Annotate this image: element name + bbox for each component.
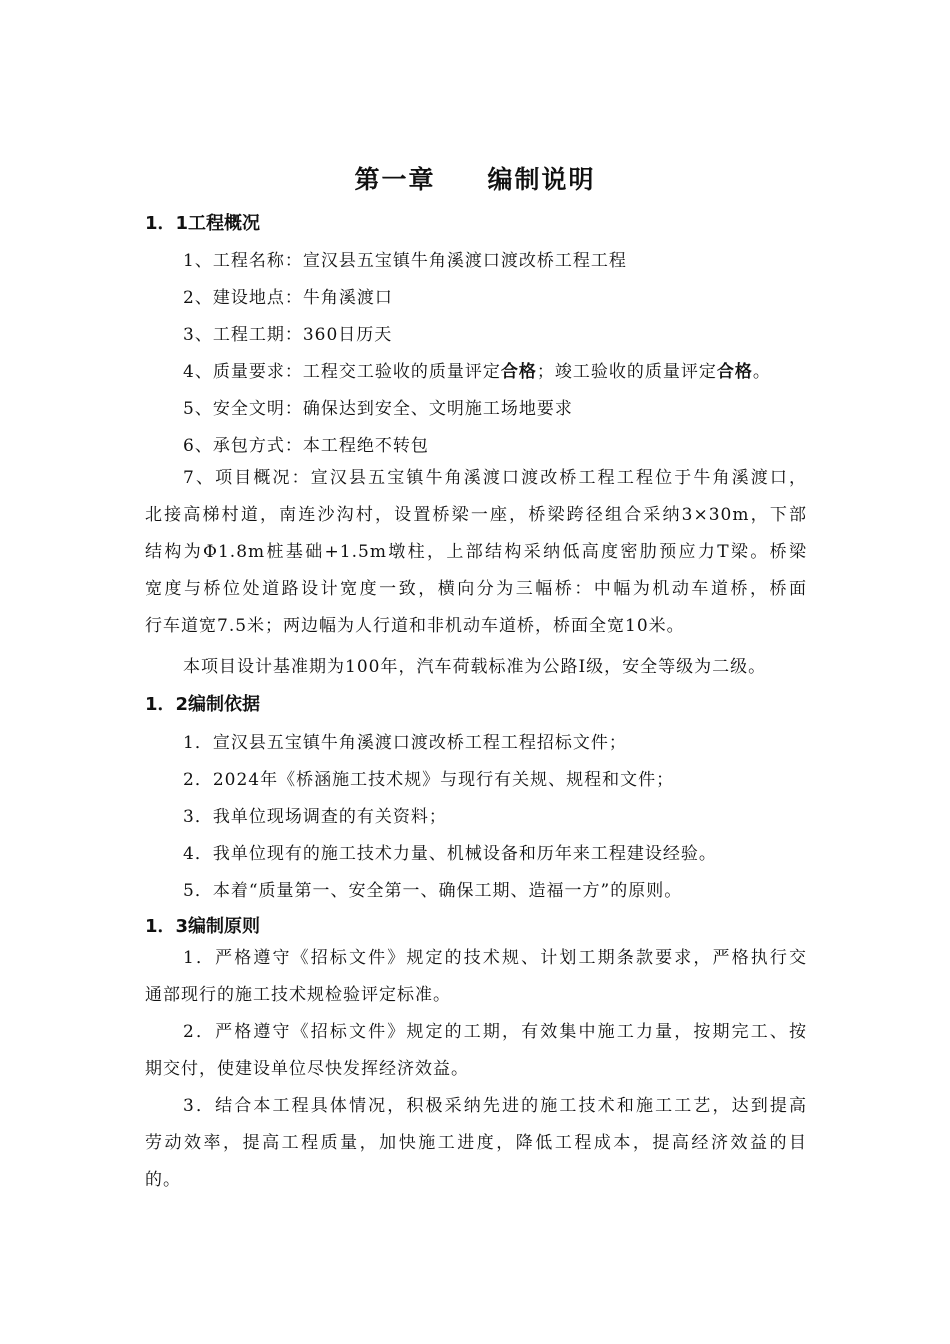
item-quality bbox=[183, 357, 807, 382]
item-duration: 3、工程工期：360日历天 bbox=[183, 325, 393, 345]
basis-item: 5．本着“质量第一、安全第一、确保工期、造福一方”的原则。 bbox=[183, 881, 683, 901]
quality-text-1: 4、质量要求：工程交工验收的质量评定 bbox=[183, 362, 501, 382]
item-overview bbox=[145, 460, 807, 645]
basis-item: 1．宣汉县五宝镇牛角溪渡口渡改桥工程工程招标文件； bbox=[183, 733, 627, 753]
item-location: 2、建设地点：牛角溪渡口 bbox=[183, 288, 393, 308]
section-heading-1-3: 1．3编制原则 bbox=[145, 916, 261, 937]
principle-line: 劳动效率，提高工程质量，加快施工进度，降低工程成本，提高经济效益的目 bbox=[145, 1133, 807, 1153]
design-note: 本项目设计基准期为100年，汽车荷载标准为公路Ⅰ级，安全等级为二级。 bbox=[183, 657, 767, 677]
principle-line: 通部现行的施工技术规检验评定标准。 bbox=[145, 985, 451, 1005]
quality-end: 。 bbox=[752, 362, 771, 382]
quality-text-2: ；竣工验收的质量评定 bbox=[536, 362, 717, 382]
overview-line: 7、项目概况：宣汉县五宝镇牛角溪渡口渡改桥工程工程位于牛角溪渡口， bbox=[183, 468, 807, 488]
principle-line: 1．严格遵守《招标文件》规定的技术规、计划工期条款要求，严格执行交 bbox=[183, 948, 807, 968]
chapter-title bbox=[0, 160, 950, 196]
item-safety: 5、安全文明：确保达到安全、文明施工场地要求 bbox=[183, 399, 573, 419]
basis-item: 2．2024年《桥涵施工技术规》与现行有关规、规程和文件； bbox=[183, 770, 675, 790]
section-heading-1-1: 1．1工程概况 bbox=[145, 213, 261, 234]
item-project-name: 1、工程名称：宣汉县五宝镇牛角溪渡口渡改桥工程工程 bbox=[183, 251, 627, 271]
principle-line: 2．严格遵守《招标文件》规定的工期，有效集中施工力量，按期完工、按 bbox=[183, 1022, 807, 1042]
chapter-number: 第一章 bbox=[354, 165, 436, 194]
overview-line: 结构为Φ1.8m桩基础+1.5m墩柱，上部结构采纳低高度密肋预应力T梁。桥梁 bbox=[145, 542, 807, 562]
quality-grade-2: 合格 bbox=[716, 362, 753, 382]
quality-grade-1: 合格 bbox=[500, 362, 537, 382]
principle-2 bbox=[145, 1014, 807, 1088]
item-contract: 6、承包方式：本工程绝不转包 bbox=[183, 436, 429, 456]
principle-line: 3．结合本工程具体情况，积极采纳先进的施工技术和施工工艺，达到提高 bbox=[183, 1096, 807, 1116]
basis-item: 3．我单位现场调查的有关资料； bbox=[183, 807, 447, 827]
chapter-name: 编制说明 bbox=[487, 165, 596, 194]
overview-line: 宽度与桥位处道路设计宽度一致，横向分为三幅桥：中幅为机动车道桥，桥面 bbox=[145, 579, 807, 599]
section-heading-1-2: 1．2编制依据 bbox=[145, 694, 261, 715]
overview-line: 北接高梯村道，南连沙沟村，设置桥梁一座，桥梁跨径组合采纳3×30m，下部 bbox=[145, 505, 807, 525]
principle-line: 的。 bbox=[145, 1170, 181, 1190]
principle-3 bbox=[145, 1088, 807, 1199]
basis-item: 4．我单位现有的施工技术力量、机械设备和历年来工程建设经验。 bbox=[183, 844, 717, 864]
principle-line: 期交付，使建设单位尽快发挥经济效益。 bbox=[145, 1059, 469, 1079]
overview-line: 行车道宽7.5米；两边幅为人行道和非机动车道桥，桥面全宽10米。 bbox=[145, 616, 685, 636]
principle-1 bbox=[145, 940, 807, 1014]
